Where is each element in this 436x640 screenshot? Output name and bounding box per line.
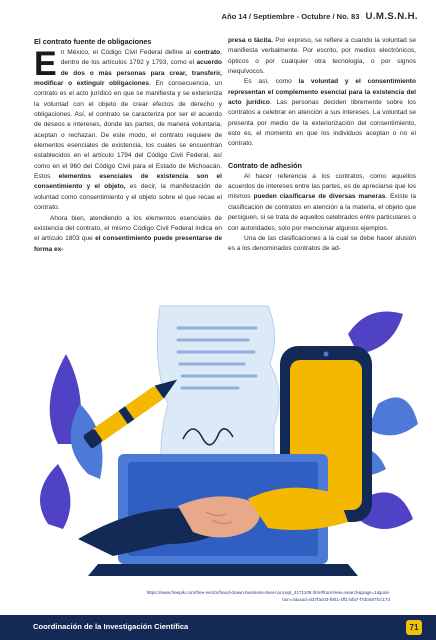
- paragraph-5: Al hacer referencia a los contratos, como aquellos acuerdos de intereses entre las partes, es de apreciarse que los mismos pueden clasificarse de diversas maneras. Existe la clasificación de contratos en atención a la materia, el objeto que persiguen, si se trata de aquellos celebrados entre particulares o con autoridades, solo por mencionar algunos ejemplos.: [228, 172, 417, 232]
- credit-line-1[interactable]: https://www.freepik.com/free-vector/hand-drawn-business-deal-concept_4171106.htm#fromView=search&page=1&posi-: [146, 590, 390, 595]
- leaf-lower-left-icon: [40, 464, 70, 529]
- credit-line-2[interactable]: tion=4&uuid=637fac03-f801-4ff1-bfa7-f7d0487fcc17d: [282, 597, 390, 602]
- paragraph-1: En México, el Código Civil Federal define al contrato, dentro de los artículos 1792 y 1793, como el acuerdo de dos o más personas para crear, transferir, modificar o extinguir obligaciones. En consecuencia, un contrato es el acto jurídico en que se manifiesta y se exterioriza la voluntad con el objeto de crear efectos de derecho y obligaciones. Así, el contrato se caracteriza por ser el acuerdo de deseos e intereses, donde las partes, de manera voluntaria, aceptan o rechazan. De este modo, el contrato requiere de elementos esenciales de existencia, los cuales se encuentran establecidos en el artículo 1794 del Código Civil Federal, así como en el 960 del Código Civil para el Estado de Michoacán. Estos elementos esenciales de existencia son el consentimiento y el objeto, es decir, la manifestación de voluntad como consentimiento y el objeto sobre el que recae el contrato.: [34, 45, 222, 212]
- image-credit[interactable]: [90, 589, 390, 603]
- issue-label: Año 14 / Septiembre - Octubre / No. 83: [221, 12, 360, 21]
- section-heading-contrato: El contrato fuente de obligaciones: [34, 37, 152, 46]
- business-deal-illustration: [18, 294, 418, 592]
- paragraph-4: Es así, como la voluntad y el consentimiento representan el complemento esencial para la existencia del acto jurídico. Las personas deciden libremente sobre los contratos a celebrar en atención a sus intereses. La voluntad se presenta por medio de la exteriorización del consentimiento, esto es, el momento en que los individuos aceptan o no el contrato.: [228, 78, 416, 148]
- right-column: [228, 36, 416, 255]
- page-header: [221, 11, 418, 22]
- paragraph-6: Una de las clasificaciones a la cual se debe hacer alusión es a los denominados contratos de ad-: [228, 234, 416, 253]
- paragraph-3: presa o tácita. Por expreso, se refiere a cuando la voluntad se manifiesta verbalmente. Por escrito, por medios electrónicos, ópticos o por cualquier otra tecnología, o por signos inequívocos.: [228, 37, 416, 76]
- left-column: [34, 36, 222, 255]
- page-number: 71: [406, 620, 422, 635]
- page-footer: [0, 615, 436, 640]
- footer-text: Coordinación de la Investigación Científica: [33, 622, 189, 631]
- drop-cap: E: [34, 45, 57, 83]
- leaf-right-blue-icon: [368, 397, 418, 435]
- section-heading-adhesion: Contrato de adhesión: [228, 160, 302, 170]
- university-label: U.M.S.N.H.: [365, 11, 418, 22]
- paragraph-2: Ahora bien, atendiendo a los elementos esenciales de existencia del contrato, el mismo Código Civil Federal indica en el artículo 1803 que el consentimiento puede presentarse de forma ex-: [34, 214, 223, 253]
